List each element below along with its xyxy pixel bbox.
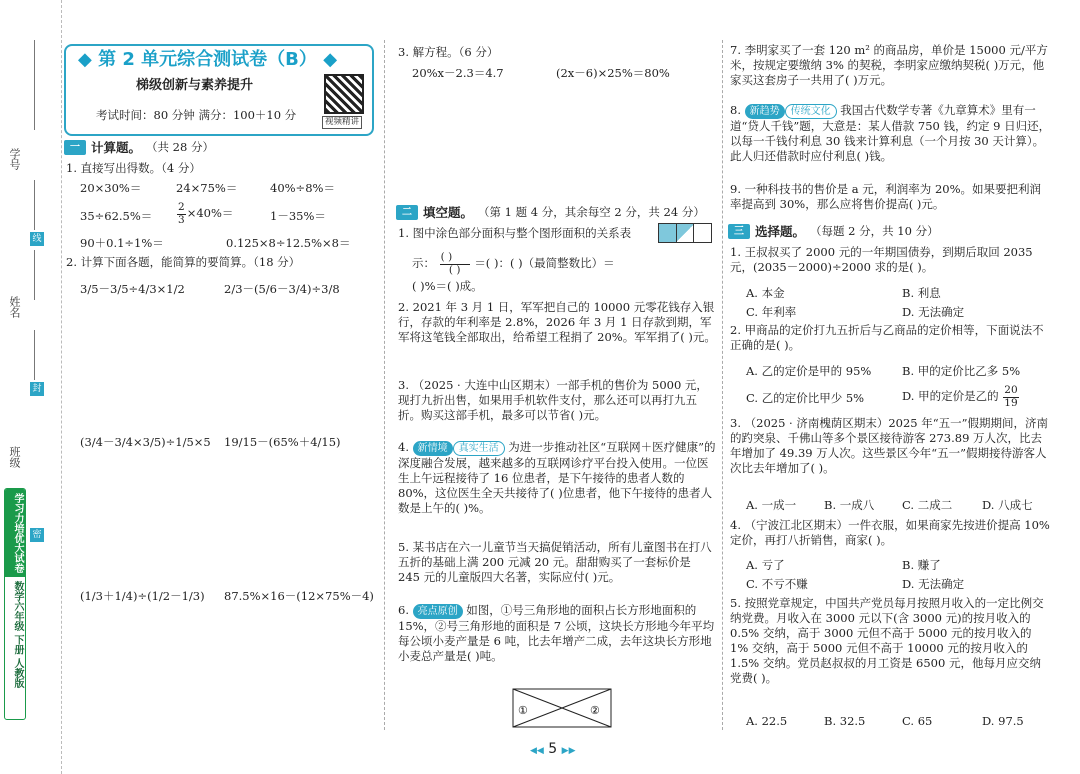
option[interactable]: A. 一成一: [746, 498, 797, 512]
section-title: 填空题。: [423, 205, 474, 220]
option[interactable]: C. 年利率: [746, 305, 797, 319]
option[interactable]: A. 22.5: [746, 714, 788, 728]
option[interactable]: D. 八成七: [982, 498, 1033, 512]
q1-item: 90＋0.1÷1%＝: [80, 236, 164, 250]
region-label: ①: [518, 704, 528, 717]
page-subtitle: 梯级创新与素养提升: [136, 78, 254, 93]
page-title: [78, 48, 337, 71]
question-text: 我国古代数学专著《九章算术》里有一道“贷人千钱”题，大意是：某人借款 750 钱，约定 9 日归还，以每一千钱付利息 30 钱来计算利息（一个月按 30 天计算）。此人归还借款时应付利息( )钱。: [730, 103, 1051, 163]
q2-expression: 87.5%×16－(12×75%－4): [224, 589, 374, 603]
section-number-icon: 三: [728, 224, 750, 239]
fill-q2: 2. 2021 年 3 月 1 日，军军把自己的 10000 元零花钱存入银行，存款的年利率是 2.8%，2026 年 3 月 1 日存款到期，军军将这笔钱全部取出，给希望工程捐了 20%。军军捐了( )元。: [398, 300, 716, 344]
option[interactable]: D. 97.5: [982, 714, 1024, 728]
section-number-icon: 二: [396, 205, 418, 220]
section-choice: [728, 222, 939, 240]
q1-item: 24×75%＝: [176, 181, 238, 195]
fill-q8: [730, 103, 1052, 164]
blank: ( ): [448, 263, 461, 276]
title-ornament-icon: ◆: [323, 49, 338, 70]
tag-new-trend: 新趋势: [745, 104, 785, 119]
brand-title: 学习力培优大试卷: [5, 489, 25, 577]
section-score: （共 28 分）: [146, 140, 214, 154]
label-student-id: 学号: [8, 148, 21, 170]
choice-q3: 3. （2025 · 济南槐荫区期末）2025 年“五一”假期期间，济南的趵突泉、千佛山等多个景区接待游客 273.89 万人次，比去年增加了 49.39 万人次。这些景区今年“五一”假期接待游客人次比去年增加了( )。: [730, 416, 1049, 475]
binding-strip: [0, 0, 62, 774]
label-class: 班级: [8, 446, 21, 468]
tag-tradition: 传统文化: [785, 104, 837, 119]
fill-q9: 9. 一种科技书的售价是 a 元，利润率为 20%。如果要把利润率提高到 30%，那么应将售价提高( )元。: [730, 182, 1042, 211]
option[interactable]: B. 赚了: [902, 558, 941, 572]
option[interactable]: D. 无法确定: [902, 305, 965, 319]
fill-q5: 5. 某书店在六一儿童节当天搞促销活动，所有儿童图书在打八五折的基础上满 200 元减 20 元。甜甜购买了一套标价是 245 元的儿童版四大名著，实际应付( )元。: [398, 540, 712, 584]
blank-fraction: [440, 252, 470, 276]
option[interactable]: B. 一成八: [824, 498, 875, 512]
denominator: 3: [178, 213, 185, 226]
cut-mark: 线: [30, 232, 44, 246]
option[interactable]: C. 不亏不赚: [746, 577, 808, 591]
option[interactable]: A. 乙的定价是甲的 95%: [746, 364, 872, 378]
option[interactable]: C. 65: [902, 714, 933, 728]
page-number: [530, 740, 576, 758]
page-number-text: 5: [548, 741, 558, 757]
option[interactable]: A. 亏了: [746, 558, 785, 572]
label: 示：: [412, 256, 435, 271]
option[interactable]: D. 无法确定: [902, 577, 965, 591]
q2-expression: 2/3－(5/6－3/4)÷3/8: [224, 282, 340, 296]
equation: (2x－6)×25%＝80%: [556, 66, 670, 80]
figure-cell: [677, 224, 695, 242]
divider-line: [34, 40, 35, 130]
blank: ( ): [440, 252, 470, 265]
q3-heading: 3. 解方程。（6 分）: [398, 45, 499, 59]
option-text: D. 甲的定价是乙的: [902, 389, 999, 404]
q1-item: 20×30%＝: [80, 181, 142, 195]
column-divider: [722, 40, 723, 730]
fraction: [1003, 385, 1018, 409]
fraction: [177, 202, 186, 226]
qr-code-icon[interactable]: [324, 74, 364, 114]
figure-cell: [659, 224, 677, 242]
numerator: 20: [1004, 384, 1018, 396]
tag-real-life: 真实生活: [453, 441, 505, 456]
fill-q1-percent: ( )%＝( )成。: [412, 279, 483, 293]
section-title: 选择题。: [755, 224, 806, 239]
shaded-figure: [658, 223, 712, 243]
q1-item: 1－35%＝: [270, 209, 326, 223]
option[interactable]: C. 二成二: [902, 498, 953, 512]
cut-mark: 密: [30, 528, 44, 542]
choice-q2: 2. 甲商品的定价打九五折后与乙商品的定价相等，下面说法不正确的是( )。: [730, 323, 1044, 352]
q1-item: 35÷62.5%＝: [80, 209, 153, 223]
expression: ＝( )：( )（最简整数比）＝: [474, 256, 615, 271]
choice-q5: 5. 按照党章规定，中国共产党员每月按照月收入的一定比例交纳党费。月收入在 3000 元以下(含 3000 元)的按月收入的 0.5% 交纳，高于 3000 元但不高于 5000 元的按月收入的 1% 交纳，高于 5000 元但不高于 10000 元的按月收入的 1.5% 交纳。党员赵叔叔的月工资是 6500 元，他每月应交纳党费( )。: [730, 596, 1044, 685]
series-brand: [4, 488, 26, 720]
label-name: 姓名: [8, 296, 21, 318]
option[interactable]: B. 甲的定价比乙多 5%: [902, 364, 1021, 378]
fill-q7: 7. 李明家买了一套 120 m² 的商品房，单价是 15000 元/平方米，按规定要缴纳 3% 的契税，李明家应缴纳契税( )万元，他家买这套房子一共用了( )万元。: [730, 43, 1048, 87]
title-box: [64, 44, 374, 136]
section-title: 计算题。: [91, 140, 142, 155]
option[interactable]: B. 利息: [902, 286, 941, 300]
section-score: （每题 2 分，共 10 分）: [810, 224, 939, 238]
region-label: ②: [590, 704, 600, 717]
q2-heading: 2. 计算下面各题，能简算的要简算。（18 分）: [66, 255, 301, 269]
question-text: 为进一步推动社区“互联网＋医疗健康”的深度融合发展，越来越多的互联网诊疗平台投入使用。一位医生上午远程接待了 16 位患者，是下午接待的患者人数的 80%，这位医生全天共接待了( )位患者，他下午接待的患者人数是上午的( )%。: [398, 440, 716, 515]
option[interactable]: [902, 385, 1020, 409]
tag-original: 亮点原创: [413, 604, 463, 619]
section-calculation: [64, 138, 214, 156]
rectangle-field-diagram: [512, 688, 612, 728]
question-number: 4.: [398, 440, 409, 454]
title-ornament-icon: ◆: [78, 49, 92, 70]
fill-q1-ratio: [412, 252, 615, 276]
q2-expression: 19/15－(65%＋4/15): [224, 435, 341, 449]
divider-line: [34, 180, 35, 230]
question-text: 如图，①号三角形地的面积占长方形地面积的 15%，②号三角形地的面积是 7 公顷，这块长方形地今年平均每公顷小麦产量是 6 吨，比去年增产二成，去年这块长方形地小麦总产量是( )吨。: [398, 603, 715, 663]
q2-expression: (3/4－3/4×3/5)÷1/5×5: [80, 435, 211, 449]
choice-q4: 4. （宁波江北区期末）一件衣服，如果商家先按进价提高 10% 定价，再打八折销售，商家( )。: [730, 518, 1050, 547]
next-arrow-icon: ▶▶: [561, 746, 576, 756]
section-number-icon: 一: [64, 140, 86, 155]
fill-q4: [398, 440, 716, 516]
cut-mark: 封: [30, 382, 44, 396]
q1-item: [176, 202, 233, 226]
denominator: 19: [1004, 396, 1018, 409]
figure-cell: [694, 224, 711, 242]
section-score: （第 1 题 4 分，其余每空 2 分，共 24 分）: [478, 205, 705, 219]
q1-heading: 1. 直接写出得数。（4 分）: [66, 161, 201, 175]
qr-caption: 视频精讲: [322, 116, 362, 129]
question-number: 6.: [398, 603, 409, 617]
q1-item: 40%÷8%＝: [270, 181, 335, 195]
title-text: 第 2 单元综合测试卷（B）: [98, 49, 317, 70]
q2-expression: 3/5－3/5÷4/3×1/2: [80, 282, 185, 296]
choice-q1: 1. 王叔叔买了 2000 元的一年期国债券，到期后取回 2035 元，(2035－2000)÷2000 求的是( )。: [730, 245, 1033, 274]
tag-new-context: 新情境: [413, 441, 453, 456]
question-number: 8.: [730, 103, 741, 117]
option[interactable]: C. 乙的定价比甲少 5%: [746, 391, 865, 405]
option[interactable]: B. 32.5: [824, 714, 866, 728]
fill-q3: 3. （2025 · 大连中山区期末）一部手机的售价为 5000 元，现打九折出售，如果用手机软件支付，那么还可以再打九五折。购买这部手机，最多可以节省( )元。: [398, 378, 708, 422]
column-divider: [384, 40, 385, 730]
q2-expression: (1/3＋1/4)÷(1/2－1/3): [80, 589, 205, 603]
expression: ×40%＝: [186, 206, 234, 221]
divider-line: [34, 250, 35, 300]
prev-arrow-icon: ◀◀: [530, 746, 544, 756]
equation: 20%x－2.3＝4.7: [412, 66, 504, 80]
fill-q1-text: 1. 图中涂色部分面积与整个图形面积的关系表: [398, 226, 632, 240]
numerator: 2: [178, 201, 185, 213]
fill-q6: [398, 603, 716, 664]
section-fill-blank: [396, 203, 705, 221]
exam-meta: 考试时间：80 分钟 满分：100＋10 分: [96, 108, 297, 122]
brand-subtitle: 数学六年级 下册 人教版: [12, 581, 23, 688]
option[interactable]: A. 本金: [746, 286, 785, 300]
q1-item: 0.125×8÷12.5%×8＝: [226, 236, 351, 250]
divider-line: [34, 330, 35, 380]
